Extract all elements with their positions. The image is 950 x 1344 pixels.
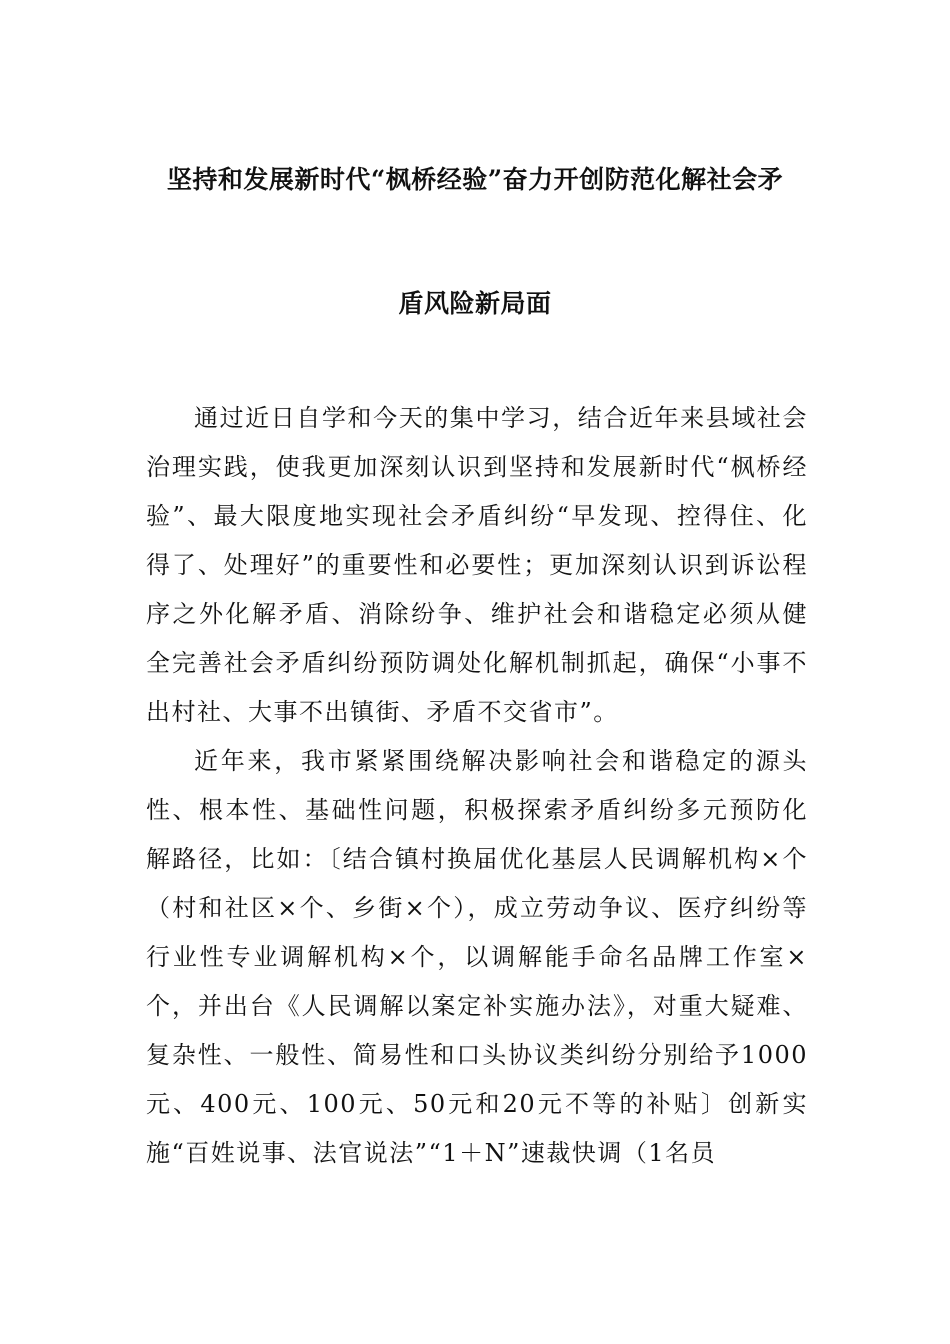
document-body [146, 394, 808, 1178]
body-paragraph-2: 近年来，我市紧紧围绕解决影响社会和谐稳定的源头性、根本性、基础性问题，积极探索矛盾纠纷多元预防化解路径，比如：〔结合镇村换届优化基层人民调解机构×个（村和社区×个、乡街×个），成立劳动争议、医疗纠纷等行业性专业调解机构×个，以调解能手命名品牌工作室×个，并出台《人民调解以案定补实施办法》，对重大疑难、复杂性、一般性、简易性和口头协议类纠纷分别给予1000元、400元、100元、50元和20元不等的补贴〕创新实施“百姓说事、法官说法”“1＋N”速裁快调（1名员 [146, 747, 808, 1167]
body-paragraph-1: 通过近日自学和今天的集中学习，结合近年来县域社会治理实践，使我更加深刻认识到坚持和发展新时代“枫桥经验”、最大限度地实现社会矛盾纠纷“早发现、控得住、化得了、处理好”的重要性和必要性；更加深刻认识到诉讼程序之外化解矛盾、消除纷争、维护社会和谐稳定必须从健全完善社会矛盾纠纷预防调处化解机制抓起，确保“小事不出村社、大事不出镇街、矛盾不交省市”。 [146, 404, 808, 726]
document-title-line-1: 坚持和发展新时代“枫桥经验”奋力开创防范化解社会矛 [166, 165, 784, 194]
document-title-line-2: 盾风险新局面 [398, 289, 552, 318]
